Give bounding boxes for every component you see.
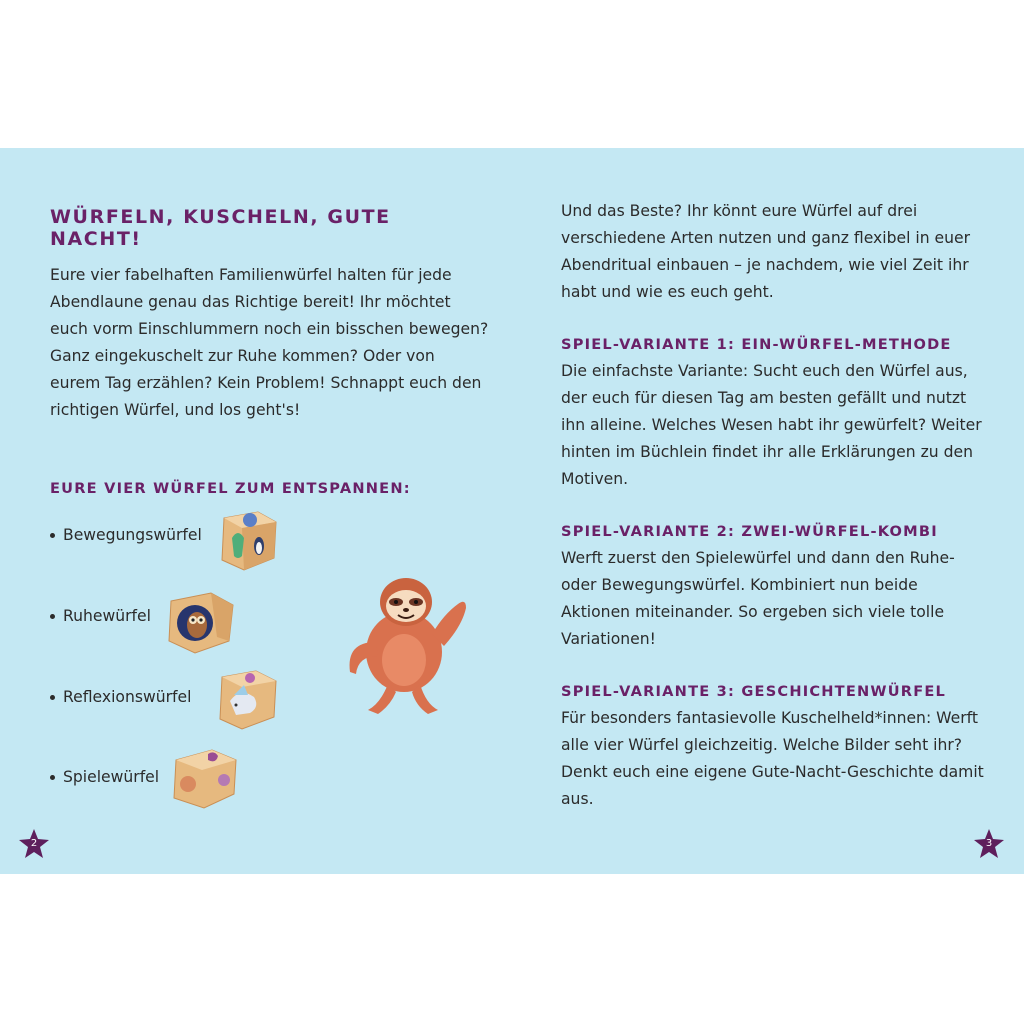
rest-die-icon — [163, 587, 239, 657]
dice-item-ruhe — [50, 607, 151, 625]
variant-2-text: Werft zuerst den Spielewürfel und dann den Ruhe- oder Bewegungswürfel. Kombiniert nun beide Aktionen miteinander. So ergeben sich viele tolle Variationen! — [561, 549, 955, 648]
page-number-badge — [972, 827, 1006, 861]
right-intro-paragraph: Und das Beste? Ihr könnt eure Würfel auf drei verschiedene Arten nutzen und ganz flexibel in euer Abendritual einbauen – je nachdem, wie viel Zeit ihr habt und wie es euch geht. — [561, 202, 971, 301]
variant-3-heading: SPIEL-VARIANTE 3: GESCHICHTENWÜRFEL — [561, 683, 947, 700]
dice-item-reflexion — [50, 688, 191, 706]
dice-label: Bewegungswürfel — [63, 526, 202, 544]
page-title: WÜRFELN, KUSCHELN, GUTE NACHT! — [50, 206, 391, 250]
variant-2-heading: SPIEL-VARIANTE 2: ZWEI-WÜRFEL-KOMBI — [561, 523, 938, 540]
game-die-icon — [168, 744, 242, 812]
dice-item-spiele — [50, 768, 159, 786]
dice-label: Reflexionswürfel — [63, 688, 192, 706]
intro-paragraph: Eure vier fabelhaften Familienwürfel halten für jede Abendlaune genau das Richtige bereit! Ihr möchtet euch vorm Einschlummern noch ein bisschen bewegen? Ganz eingekuschelt zur Ruhe kommen? Oder von eurem Tag erzählen? Kein Problem! Schnappt euch den richtigen Würfel, und los geht's! — [50, 266, 489, 419]
bullet-icon — [50, 614, 55, 619]
variant-3-text: Für besonders fantasievolle Kuschelheld*innen: Werft alle vier Würfel gleichzeitig. Welche Bilder seht ihr? Denkt euch eine eigene Gute-Nacht-Geschichte damit aus. — [561, 709, 984, 808]
dice-item-bewegung — [50, 526, 202, 544]
movement-die-icon — [214, 508, 282, 574]
sloth-illustration-icon — [338, 568, 478, 718]
variant-1-text: Die einfachste Variante: Sucht euch den Würfel aus, der euch für diesen Tag am besten gefällt und nutzt ihn alleine. Welches Wesen habt ihr gewürfelt? Weiter hinten im Büchlein findet ihr alle Erklärungen zu den Motiven. — [561, 362, 982, 488]
bullet-icon — [50, 775, 55, 780]
page-number: 3 — [985, 838, 993, 849]
reflection-die-icon — [214, 667, 282, 733]
page-number: 2 — [30, 838, 38, 849]
page-number-badge — [17, 827, 51, 861]
bullet-icon — [50, 533, 55, 538]
dice-heading: EURE VIER WÜRFEL ZUM ENTSPANNEN: — [50, 480, 411, 497]
dice-label: Ruhewürfel — [63, 607, 151, 625]
variant-1-heading: SPIEL-VARIANTE 1: EIN-WÜRFEL-METHODE — [561, 336, 952, 353]
dice-label: Spielewürfel — [63, 768, 160, 786]
bullet-icon — [50, 695, 55, 700]
